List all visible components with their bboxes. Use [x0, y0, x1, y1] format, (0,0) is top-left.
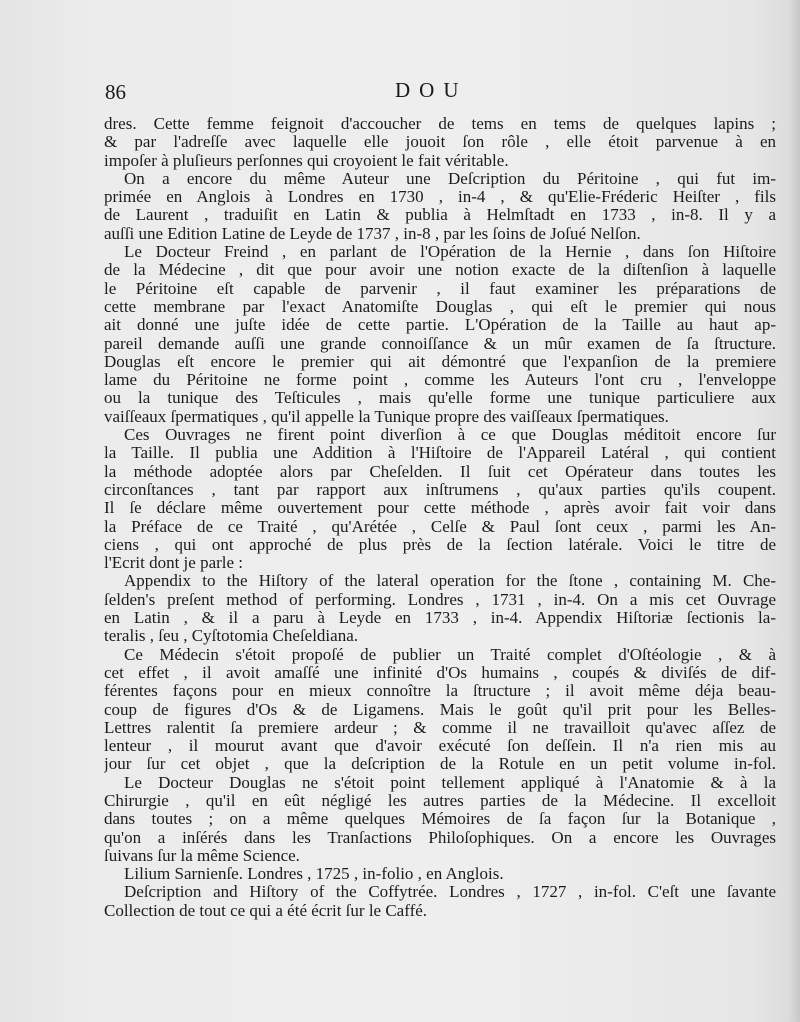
text-line: lenteur , il mourut avant que d'avoir exécuté ſon deſſein. Il n'a rien mis au — [104, 737, 776, 756]
text-line: férentes façons pour en mieux connoître la ſtructure ; il avoit même déja beau- — [104, 682, 776, 701]
text-line: de la Médecine , dit que pour avoir une notion exacte de la diſtenſion à laquelle — [104, 261, 776, 280]
text-line: Lilium Sarnienſe. Londres , 1725 , in-folio , en Anglois. — [124, 865, 504, 884]
text-line: dans toutes ; on a même quelques Mémoires de ſa façon ſur la Botanique , — [104, 810, 776, 829]
text-line: de Laurent , traduiſit en Latin & publia à Helmſtadt en 1733 , in-8. Il y a — [104, 206, 776, 225]
text-line: ſuivans ſur la même Science. — [104, 846, 300, 865]
running-head: DOU — [395, 78, 468, 102]
text-line: primée en Anglois à Londres en 1730 , in-4 , & qu'Elie-Fréderic Heiſter , fils — [104, 188, 776, 207]
text-line: Deſcription and Hiſtory of the Coffytrée. Londres , 1727 , in-fol. C'eſt une ſavante — [124, 883, 776, 902]
text-line: & par l'adreſſe avec laquelle elle jouoit ſon rôle , elle étoit parvenue à en — [104, 133, 776, 152]
text-line: ait donné une juſte idée de cette partie. L'Opération de la Taille au haut ap- — [104, 316, 776, 335]
text-line: vaiſſeaux ſpermatiques , qu'il appelle la Tunique propre des vaiſſeaux ſpermatiques. — [104, 407, 669, 426]
text-line: ou la tunique des Teſticules , mais qu'elle forme une tunique particuliere aux — [104, 389, 776, 408]
text-line: ciens , qui ont approché de plus près de la ſection latérale. Voici le titre de — [104, 535, 776, 554]
text-line: impoſer à pluſieurs perſonnes qui croyoient le fait véritable. — [104, 151, 509, 170]
text-line: la Taille. Il publia une Addition à l'Hiſtoire de l'Appareil Latéral , qui contient — [104, 444, 776, 463]
text-line: cet effet , il avoit amaſſé une infinité d'Os humains , coupés & diviſés de dif- — [104, 663, 776, 682]
text-line: la méthode adoptée alors par Cheſelden. Il ſuit cet Opérateur dans toutes les — [104, 462, 776, 481]
text-line: auſſi une Edition Latine de Leyde de 1737 , in-8 , par les ſoins de Joſué Nelſon. — [104, 224, 641, 243]
text-line: Lettres ralentit ſa premiere ardeur ; & comme il ne travailloit qu'avec aſſez de — [104, 718, 776, 737]
text-line: coup de figures d'Os & de Ligamens. Mais le goût qu'il prit pour les Belles- — [104, 700, 776, 719]
text-line: jour ſur cet objet , que la deſcription de la Rotule en un petit volume in-fol. — [104, 755, 776, 774]
page-header — [0, 78, 800, 106]
text-line: Chirurgie , qu'il en eût négligé les autres parties de la Médecine. Il excelloit — [104, 791, 776, 810]
text-line: circonſtances , tant par rapport aux inſtrumens , qu'aux parties qu'ils coupent. — [104, 480, 776, 499]
text-line: Le Docteur Douglas ne s'étoit point tellement appliqué à l'Anatomie & à la — [124, 773, 776, 792]
text-line: cette membrane par l'exact Anatomiſte Douglas , qui eſt le premier qui nous — [104, 297, 776, 316]
text-line: le Péritoine eſt capable de parvenir , il faut examiner les préparations de — [104, 279, 776, 298]
text-line: Il ſe déclare même ouvertement pour cette méthode , après avoir fait voir dans — [104, 499, 776, 518]
body-text — [104, 115, 776, 920]
text-line: qu'on a inſérés dans les Tranſactions Philoſophiques. On a encore les Ouvrages — [104, 828, 776, 847]
text-line: Ce Médecin s'étoit propoſé de publier un Traité complet d'Oſtéologie , & à — [124, 645, 776, 664]
text-line: Douglas eſt encore le premier qui ait démontré que l'expanſion de la premiere — [104, 352, 776, 371]
text-line: la Préface de ce Traité , qu'Arétée , Celſe & Paul ſont ceux , parmi les An- — [104, 517, 776, 536]
text-line: Collection de tout ce qui a été écrit ſur le Caffé. — [104, 901, 428, 920]
text-line: l'Ecrit dont je parle : — [104, 554, 244, 573]
text-line: ſelden's preſent method of performing. Londres , 1731 , in-4. On a mis cet Ouvrage — [104, 590, 776, 609]
text-line: Le Docteur Freind , en parlant de l'Opération de la Hernie , dans ſon Hiſtoire — [124, 243, 776, 262]
text-line: Appendix to the Hiſtory of the lateral operation for the ſtone , containing M. Che- — [124, 572, 776, 591]
text-line: pareil demande auſſi une grande connoiſſance & un mûr examen de ſa ſtructure. — [104, 334, 776, 353]
text-line: On a encore du même Auteur une Deſcription du Péritoine , qui fut im- — [124, 169, 776, 188]
text-line: lame du Péritoine ne forme point , comme les Auteurs l'ont cru , l'enveloppe — [104, 371, 776, 390]
text-line: teralis , ſeu , Cyſtotomia Cheſeldiana. — [104, 627, 358, 646]
page-number: 86 — [105, 80, 126, 104]
text-line: en Latin , & il a paru à Leyde en 1733 , in-4. Appendix Hiſtoriæ ſectionis la- — [104, 609, 776, 628]
text-line: dres. Cette femme feignoit d'accoucher de tems en tems de quelques lapins ; — [104, 115, 776, 133]
text-line: Ces Ouvrages ne firent point diverſion à ce que Douglas méditoit encore ſur — [124, 426, 776, 445]
